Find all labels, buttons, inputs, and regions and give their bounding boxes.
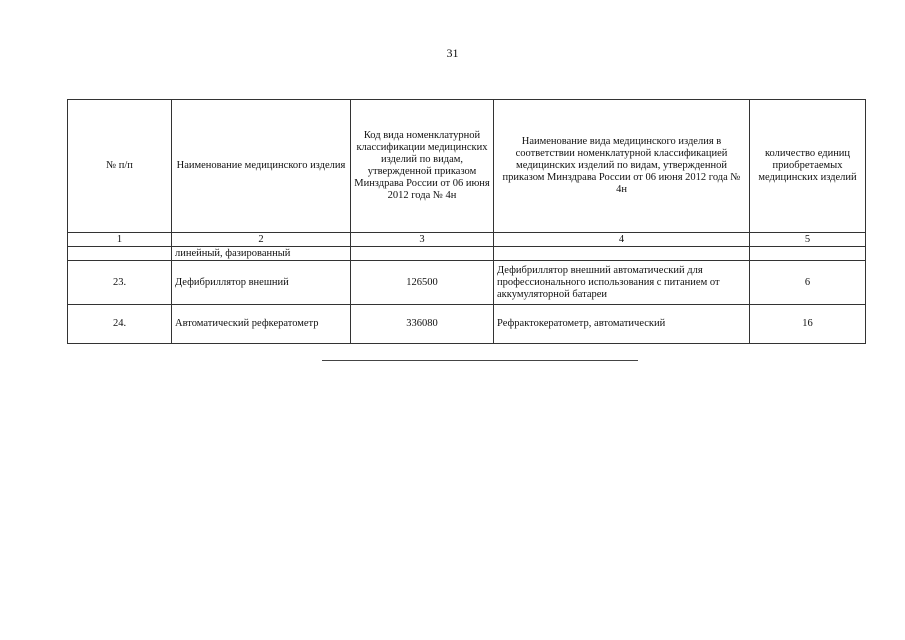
table-row-continuation [68, 247, 866, 261]
table-row [68, 261, 866, 305]
header-cell-quantity: количество единиц приобретаемых медицинских изделий [750, 100, 866, 233]
type-name-cell: Рефрактокератометр, автоматический [494, 305, 750, 344]
table-header-row [68, 100, 866, 233]
device-name-cell: линейный, фазированный [172, 247, 351, 261]
column-number-cell: 5 [750, 233, 866, 247]
type-code-cell [351, 247, 494, 261]
header-cell-type-code: Код вида номенклатурной классификации медицинских изделий по видам, утвержденной приказом Минздрава России от 06 июня 2012 года № 4н [351, 100, 494, 233]
quantity-cell: 16 [750, 305, 866, 344]
column-number-row [68, 233, 866, 247]
device-name-cell: Автоматический рефкератометр [172, 305, 351, 344]
type-name-cell: Дефибриллятор внешний автоматический для профессионального использования с питанием от аккумуляторной батареи [494, 261, 750, 305]
row-number-cell: 23. [68, 261, 172, 305]
header-cell-type-name: Наименование вида медицинского изделия в соответствии номенклатурной классификацией медицинских изделий по видам, утвержденной приказом Минздрава России от 06 июня 2012 года № 4н [494, 100, 750, 233]
quantity-cell: 6 [750, 261, 866, 305]
row-number-cell [68, 247, 172, 261]
row-number-cell: 24. [68, 305, 172, 344]
table-row [68, 305, 866, 344]
medical-devices-table [67, 99, 866, 344]
header-cell-number: № п/п [68, 100, 172, 233]
device-name-cell: Дефибриллятор внешний [172, 261, 351, 305]
column-number-cell: 1 [68, 233, 172, 247]
column-number-cell: 4 [494, 233, 750, 247]
type-code-cell: 126500 [351, 261, 494, 305]
column-number-cell: 3 [351, 233, 494, 247]
type-name-cell [494, 247, 750, 261]
header-cell-device-name: Наименование медицинского изделия [172, 100, 351, 233]
quantity-cell [750, 247, 866, 261]
end-divider-line [322, 360, 638, 361]
type-code-cell: 336080 [351, 305, 494, 344]
page-number: 31 [446, 46, 459, 60]
column-number-cell: 2 [172, 233, 351, 247]
